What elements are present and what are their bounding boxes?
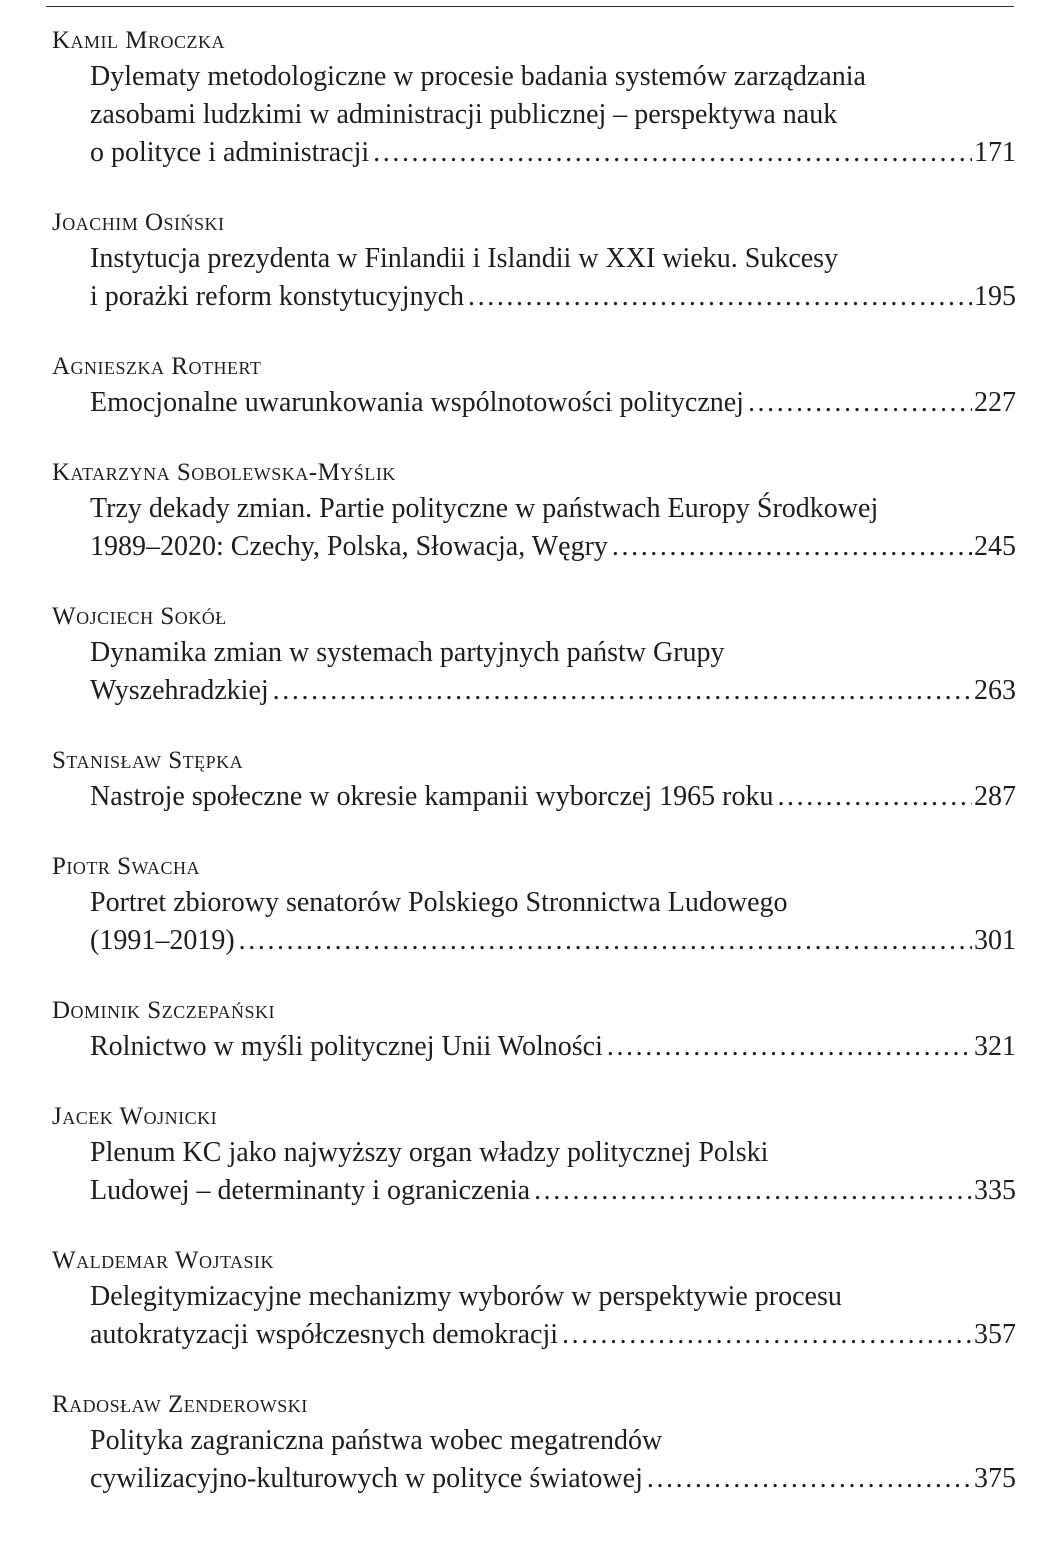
entry-title-line: Delegitymizacyjne mechanizmy wyborów w perspektywie procesu — [90, 1281, 842, 1312]
toc-entry — [50, 744, 1016, 816]
toc-entry — [50, 24, 1016, 172]
toc-entry — [50, 1100, 1016, 1210]
entry-title-line: Portret zbiorowy senatorów Polskiego Stronnictwa Ludowego — [90, 887, 788, 918]
entry-author: Radosław Zenderowski — [52, 1391, 308, 1418]
entry-title-line: (1991–2019) — [90, 925, 235, 956]
entry-title[interactable] — [50, 1028, 1016, 1066]
entry-title-line: Wyszehradzkiej — [90, 675, 269, 706]
page-number: 245 — [974, 531, 1016, 562]
entry-title-line: cywilizacyjno-kulturowych w polityce światowej — [90, 1463, 643, 1494]
entry-title-line: zasobami ludzkimi w administracji publicznej – perspektywa nauk — [90, 99, 838, 130]
toc-entry — [50, 600, 1016, 710]
entry-title-line: Dynamika zmian w systemach partyjnych państw Grupy — [90, 637, 725, 668]
toc-entry — [50, 1388, 1016, 1498]
page-number: 321 — [974, 1031, 1016, 1062]
entry-title[interactable] — [50, 1278, 1016, 1354]
toc-entry — [50, 350, 1016, 422]
entry-author: Piotr Swacha — [52, 853, 201, 880]
entry-author: Waldemar Wojtasik — [52, 1247, 275, 1274]
toc-entry — [50, 994, 1016, 1066]
top-rule — [46, 6, 1014, 7]
dot-leader — [562, 1316, 972, 1354]
entry-title[interactable] — [50, 1422, 1016, 1498]
entry-title[interactable] — [50, 634, 1016, 710]
entry-title-line: Polityka zagraniczna państwa wobec megatrendów — [90, 1425, 663, 1456]
page-number: 357 — [974, 1319, 1016, 1350]
dot-leader — [273, 672, 972, 710]
entry-title-line: o polityce i administracji — [90, 137, 370, 168]
page-number: 375 — [974, 1463, 1016, 1494]
dot-leader — [534, 1172, 972, 1210]
entry-title[interactable] — [50, 778, 1016, 816]
entry-title-line: Ludowej – determinanty i ograniczenia — [90, 1175, 531, 1206]
dot-leader — [777, 778, 972, 816]
toc-entry — [50, 456, 1016, 566]
entry-title-line: 1989–2020: Czechy, Polska, Słowacja, Węgry — [90, 531, 608, 562]
table-of-contents — [50, 24, 1016, 1498]
entry-title[interactable] — [50, 58, 1016, 172]
dot-leader — [468, 278, 972, 316]
entry-author: Wojciech Sokół — [52, 603, 227, 630]
entry-title-line: Dylematy metodologiczne w procesie badania systemów zarządzania — [90, 61, 866, 92]
dot-leader — [647, 1460, 972, 1498]
entry-author: Jacek Wojnicki — [52, 1103, 218, 1130]
page-number: 263 — [974, 675, 1016, 706]
page-number: 227 — [974, 387, 1016, 418]
entry-author: Agnieszka Rothert — [52, 353, 262, 380]
toc-entry — [50, 1244, 1016, 1354]
dot-leader — [373, 134, 972, 172]
entry-author: Dominik Szczepański — [52, 997, 276, 1024]
page-number: 171 — [974, 137, 1016, 168]
dot-leader — [239, 922, 972, 960]
entry-title-line: autokratyzacji współczesnych demokracji — [90, 1319, 559, 1350]
toc-entry — [50, 206, 1016, 316]
entry-title-line: Nastroje społeczne w okresie kampanii wyborczej 1965 roku — [90, 781, 774, 812]
entry-title[interactable] — [50, 884, 1016, 960]
entry-title-line: Instytucja prezydenta w Finlandii i Islandii w XXI wieku. Sukcesy — [90, 243, 839, 274]
entry-title-line: Plenum KC jako najwyższy organ władzy politycznej Polski — [90, 1137, 769, 1168]
page-number: 335 — [974, 1175, 1016, 1206]
dot-leader — [612, 528, 972, 566]
entry-author: Joachim Osiński — [52, 209, 225, 236]
entry-title[interactable] — [50, 240, 1016, 316]
entry-title[interactable] — [50, 1134, 1016, 1210]
entry-title-line: Trzy dekady zmian. Partie polityczne w państwach Europy Środkowej — [90, 493, 879, 524]
entry-title-line: i porażki reform konstytucyjnych — [90, 281, 465, 312]
dot-leader — [748, 384, 972, 422]
page-number: 287 — [974, 781, 1016, 812]
entry-title[interactable] — [50, 384, 1016, 422]
entry-title[interactable] — [50, 490, 1016, 566]
entry-title-line: Rolnictwo w myśli politycznej Unii Wolności — [90, 1031, 603, 1062]
toc-entry — [50, 850, 1016, 960]
page-number: 195 — [974, 281, 1016, 312]
entry-author: Katarzyna Sobolewska-Myślik — [52, 459, 396, 486]
entry-author: Stanisław Stępka — [52, 747, 244, 774]
page-number: 301 — [974, 925, 1016, 956]
entry-title-line: Emocjonalne uwarunkowania wspólnotowości politycznej — [90, 387, 744, 418]
entry-author: Kamil Mroczka — [52, 27, 226, 54]
dot-leader — [607, 1028, 972, 1066]
